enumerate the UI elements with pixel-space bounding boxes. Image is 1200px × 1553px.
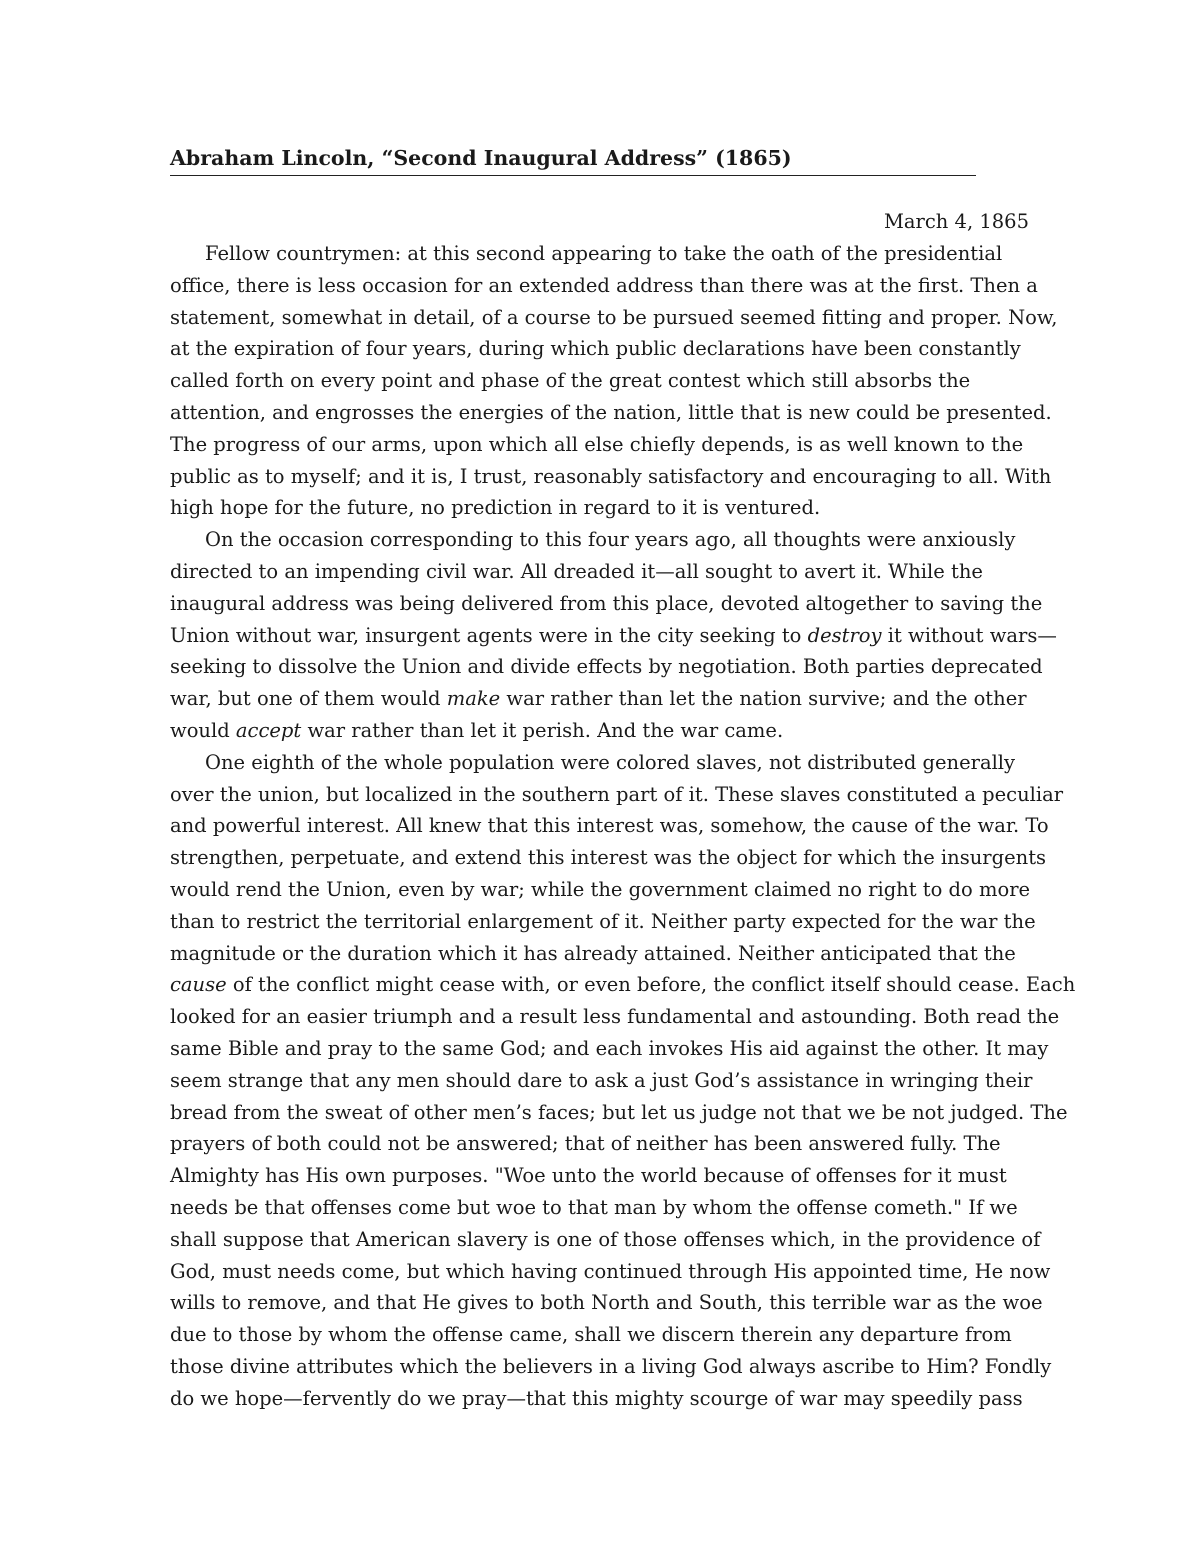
text-segment: over the union, but localized in the southern part of it. These slaves constituted a peculiar [170,782,1064,806]
text-line [170,1287,1043,1319]
text-line [170,715,1030,747]
text-line [170,779,1064,811]
text-line [170,1192,1030,1224]
text-segment: One eighth of the whole population were colored slaves, not distributed generally [205,750,1016,774]
text-segment: called forth on every point and phase of the great contest which still absorbs the [170,369,971,393]
text-line [170,588,1043,620]
text-segment: would rend the Union, even by war; while the government claimed no right to do more [170,877,1031,901]
text-line [170,333,1030,365]
text-segment: needs be that offenses come but woe to that man by whom the offense cometh." If we [170,1195,1018,1219]
text-line [170,302,1058,334]
text-segment: The progress of our arms, upon which all else chiefly depends, is as well known to the [170,432,1024,456]
text-line [170,969,1076,1001]
text-segment: bread from the sweat of other men’s faces; but let us judge not that we be not judged. The [170,1100,1068,1124]
text-segment: of the conflict might cease with, or even before, the conflict itself should cease. Each [226,973,1076,997]
text-segment: than to restrict the territorial enlargement of it. Neither party expected for the war the [170,909,1036,933]
text-line [170,365,1030,397]
text-segment: it without wars— [881,623,1057,647]
text-segment: office, there is less occasion for an extended address than there was at the first. Then a [170,273,1038,297]
text-segment: shall suppose that American slavery is one of those offenses which, in the providence of [170,1227,1041,1251]
text-line [170,1097,1068,1129]
text-segment: inaugural address was being delivered from this place, devoted altogether to saving the [170,591,1043,615]
text-segment: On the occasion corresponding to this four years ago, all thoughts were anxiously [205,528,1016,552]
text-segment: Almighty has His own purposes. "Woe unto the world because of offenses for it must [170,1164,1007,1188]
text-segment: prayers of both could not be answered; that of neither has been answered fully. The [170,1132,1001,1156]
text-segment: at the expiration of four years, during which public declarations have been constantly [170,337,1021,361]
text-line [170,938,1030,970]
document-title: Abraham Lincoln, “Second Inaugural Address” (1865) [170,144,976,176]
text-segment: war, but one of them would [170,687,447,711]
italic-text: destroy [807,623,882,647]
text-line [170,1351,1052,1383]
text-line [170,238,1030,270]
text-line [170,620,1057,652]
text-line [170,1160,1030,1192]
text-line [170,874,1030,906]
text-line [170,1256,1051,1288]
text-segment: seem strange that any men should dare to ask a just God’s assistance in wringing their [170,1068,1033,1092]
text-segment: attention, and engrosses the energies of the nation, little that is new could be presented. [170,400,1052,424]
text-segment: those divine attributes which the believers in a living God always ascribe to Him? Fondly [170,1354,1052,1378]
text-line [170,1001,1060,1033]
text-line [170,1065,1033,1097]
italic-text: accept [235,718,302,742]
text-line [170,1319,1030,1351]
text-line [170,524,1030,556]
text-segment: seeking to dissolve the Union and divide effects by negotiation. Both parties deprecated [170,655,1043,679]
text-segment: would [170,718,236,742]
text-segment: statement, somewhat in detail, of a course to be pursued seemed fitting and proper. Now, [170,305,1058,329]
text-line [170,429,1030,461]
text-line [170,556,1030,588]
text-segment: same Bible and pray to the same God; and each invokes His aid against the other. It may [170,1036,1049,1060]
text-segment: Fellow countrymen: at this second appearing to take the oath of the presidential [205,242,1003,265]
text-line [170,683,1030,715]
text-line [170,1224,1041,1256]
text-line [170,651,1043,683]
text-line [170,1128,1030,1160]
text-line [170,270,1038,302]
text-line [170,747,1030,779]
text-segment: and powerful interest. All knew that this interest was, somehow, the cause of the war. To [170,814,1049,838]
text-line [170,397,1052,429]
text-line [170,842,1047,874]
text-segment: war rather than let the nation survive; and the other [500,687,1027,711]
document-body [170,238,1076,1414]
text-line [170,461,1052,493]
text-segment: looked for an easier triumph and a result less fundamental and astounding. Both read the [170,1005,1060,1029]
text-segment: Union without war, insurgent agents were in the city seeking to [170,623,808,647]
italic-text: make [446,687,501,711]
text-segment: war rather than let it perish. And the war came. [301,718,784,742]
text-line [170,810,1049,842]
text-segment: due to those by whom the offense came, shall we discern therein any departure from [170,1323,1012,1347]
text-segment: magnitude or the duration which it has already attained. Neither anticipated that the [170,941,1016,965]
text-line [170,1033,1049,1065]
text-line [170,1383,1030,1415]
text-segment: directed to an impending civil war. All dreaded it—all sought to avert it. While the [170,559,983,583]
document-date: March 4, 1865 [883,210,1029,233]
text-segment: do we hope—fervently do we pray—that this mighty scourge of war may speedily pass [170,1386,1023,1410]
text-segment: wills to remove, and that He gives to both North and South, this terrible war as the woe [170,1291,1043,1315]
italic-text: cause [170,973,227,997]
text-segment: high hope for the future, no prediction in regard to it is ventured. [170,496,821,520]
text-segment: public as to myself; and it is, I trust, reasonably satisfactory and encouraging to all. With [170,464,1052,488]
text-segment: strengthen, perpetuate, and extend this interest was the object for which the insurgents [170,846,1047,870]
text-line [170,906,1036,938]
text-line [170,492,1030,524]
text-segment: God, must needs come, but which having continued through His appointed time, He now [170,1259,1051,1283]
